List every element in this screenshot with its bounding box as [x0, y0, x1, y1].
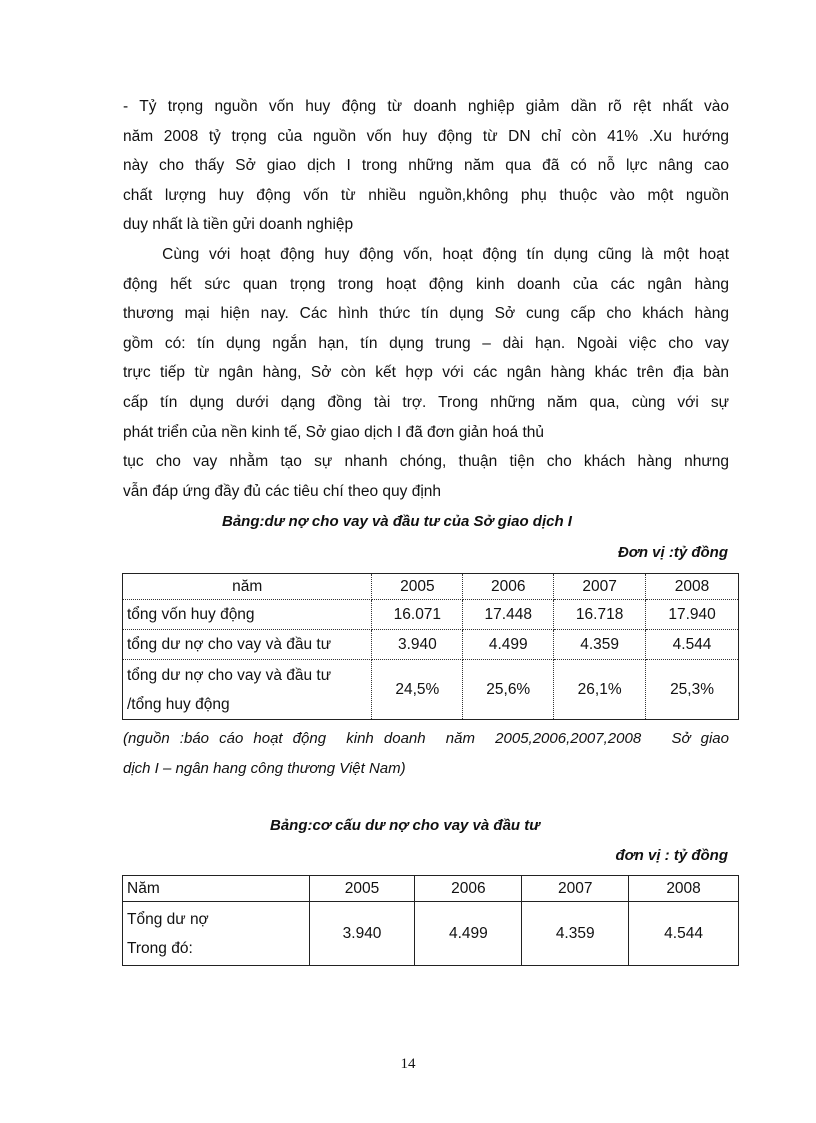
text-line: chất lượng huy động vốn từ nhiều nguồn,không phụ thuộc vào một nguồn	[123, 186, 729, 204]
table-row	[123, 630, 739, 660]
table2-header-cell: 2006	[415, 876, 522, 902]
table1	[122, 573, 739, 720]
table-cell: 4.544	[629, 902, 739, 966]
table-cell: 3.940	[309, 902, 415, 966]
table-cell: 24,5%	[372, 660, 463, 720]
table2-header-cell: 2008	[629, 876, 739, 902]
table-cell: 17.940	[646, 600, 739, 630]
table-cell: 4.359	[522, 902, 629, 966]
paragraph-1	[123, 92, 729, 240]
text-line: - Tỷ trọng nguồn vốn huy động từ doanh nghiệp giảm dần rõ rệt nhất vào	[123, 98, 729, 115]
row-label-line: tổng dư nợ cho vay và đầu tư	[127, 666, 332, 684]
text-line: này cho thấy Sở giao dịch I trong những năm qua đã có nỗ lực nâng cao	[123, 157, 729, 175]
text-line: phát triển của nền kinh tế, Sở giao dịch I đã đơn giản hoá thủ	[123, 423, 545, 441]
table2-unit: đơn vị : tỷ đồng	[615, 847, 728, 864]
row-label	[123, 902, 310, 966]
table2-header-cell: 2005	[309, 876, 415, 902]
table-cell: 4.544	[646, 630, 739, 660]
table-cell: 17.448	[463, 600, 554, 630]
table-row	[123, 600, 739, 630]
table-cell: 25,6%	[463, 660, 554, 720]
text-line: Cùng với hoạt động huy động vốn, hoạt động tín dụng cũng là một hoạt	[123, 246, 729, 263]
text-line: gồm có: tín dụng ngắn hạn, tín dụng trung – dài hạn. Ngoài việc cho vay	[123, 334, 729, 352]
table1-header-cell: 2007	[554, 574, 646, 600]
table-row	[123, 902, 739, 966]
text-line: động hết sức quan trọng trong hoạt động kinh doanh của các ngân hàng	[123, 275, 729, 293]
table-cell: 3.940	[372, 630, 463, 660]
text-line: năm 2008 tỷ trọng của nguồn vốn huy động từ DN chỉ còn 41% .Xu hướng	[123, 127, 729, 145]
text-line: thương mại hiện nay. Các hình thức tín dụng Sở cung cấp cho khách hàng	[123, 305, 729, 323]
table-cell: 4.499	[415, 902, 522, 966]
table2	[122, 875, 739, 966]
row-label-line: Tổng dư nợ	[127, 910, 209, 928]
table-cell: 26,1%	[554, 660, 646, 720]
table2-header-row	[123, 876, 739, 902]
text-line: duy nhất là tiền gửi doanh nghiệp	[123, 216, 354, 234]
row-label	[123, 660, 372, 720]
source-line: (nguồn :báo cáo hoạt động kinh doanh năm 2005,2006,2007,2008 Sở giao	[123, 730, 729, 747]
table-row	[123, 660, 739, 720]
table2-header-cell: Năm	[123, 876, 310, 902]
text-line: trực tiếp từ ngân hàng, Sở còn kết hợp với các ngân hàng khác trên địa bàn	[123, 364, 729, 382]
table1-header-cell: năm	[123, 574, 372, 600]
table2-title: Bảng:cơ cấu dư nợ cho vay và đầu tư	[270, 817, 540, 834]
table1-header-row	[123, 574, 739, 600]
row-label: tổng vốn huy động	[123, 600, 372, 630]
table1-header-cell: 2005	[372, 574, 463, 600]
paragraph-2	[123, 240, 729, 506]
table2-header-cell: 2007	[522, 876, 629, 902]
row-label-line: /tổng huy động	[127, 695, 230, 713]
text-line: cấp tín dụng dưới dạng đồng tài trợ. Trong những năm qua, cùng với sự	[123, 393, 729, 411]
table1-unit: Đơn vị :tỷ đồng	[617, 544, 728, 561]
table-cell: 16.071	[372, 600, 463, 630]
row-label-line: Trong đó:	[127, 939, 193, 957]
table-cell: 4.359	[554, 630, 646, 660]
text-line: tục cho vay nhằm tạo sự nhanh chóng, thuận tiện cho khách hàng nhưng	[123, 453, 729, 471]
source-line: dịch I – ngân hang công thương Việt Nam)	[123, 759, 406, 777]
table1-source	[123, 724, 729, 783]
row-label: tổng dư nợ cho vay và đầu tư	[123, 630, 372, 660]
page-number: 14	[400, 1056, 416, 1072]
table1-header-cell: 2008	[646, 574, 739, 600]
table1-title: Bảng:dư nợ cho vay và đầu tư của Sở giao dịch I	[222, 513, 572, 530]
table-cell: 16.718	[554, 600, 646, 630]
table1-header-cell: 2006	[463, 574, 554, 600]
table-cell: 4.499	[463, 630, 554, 660]
text-line: vẫn đáp ứng đầy đủ các tiêu chí theo quy định	[123, 482, 442, 500]
table-cell: 25,3%	[646, 660, 739, 720]
